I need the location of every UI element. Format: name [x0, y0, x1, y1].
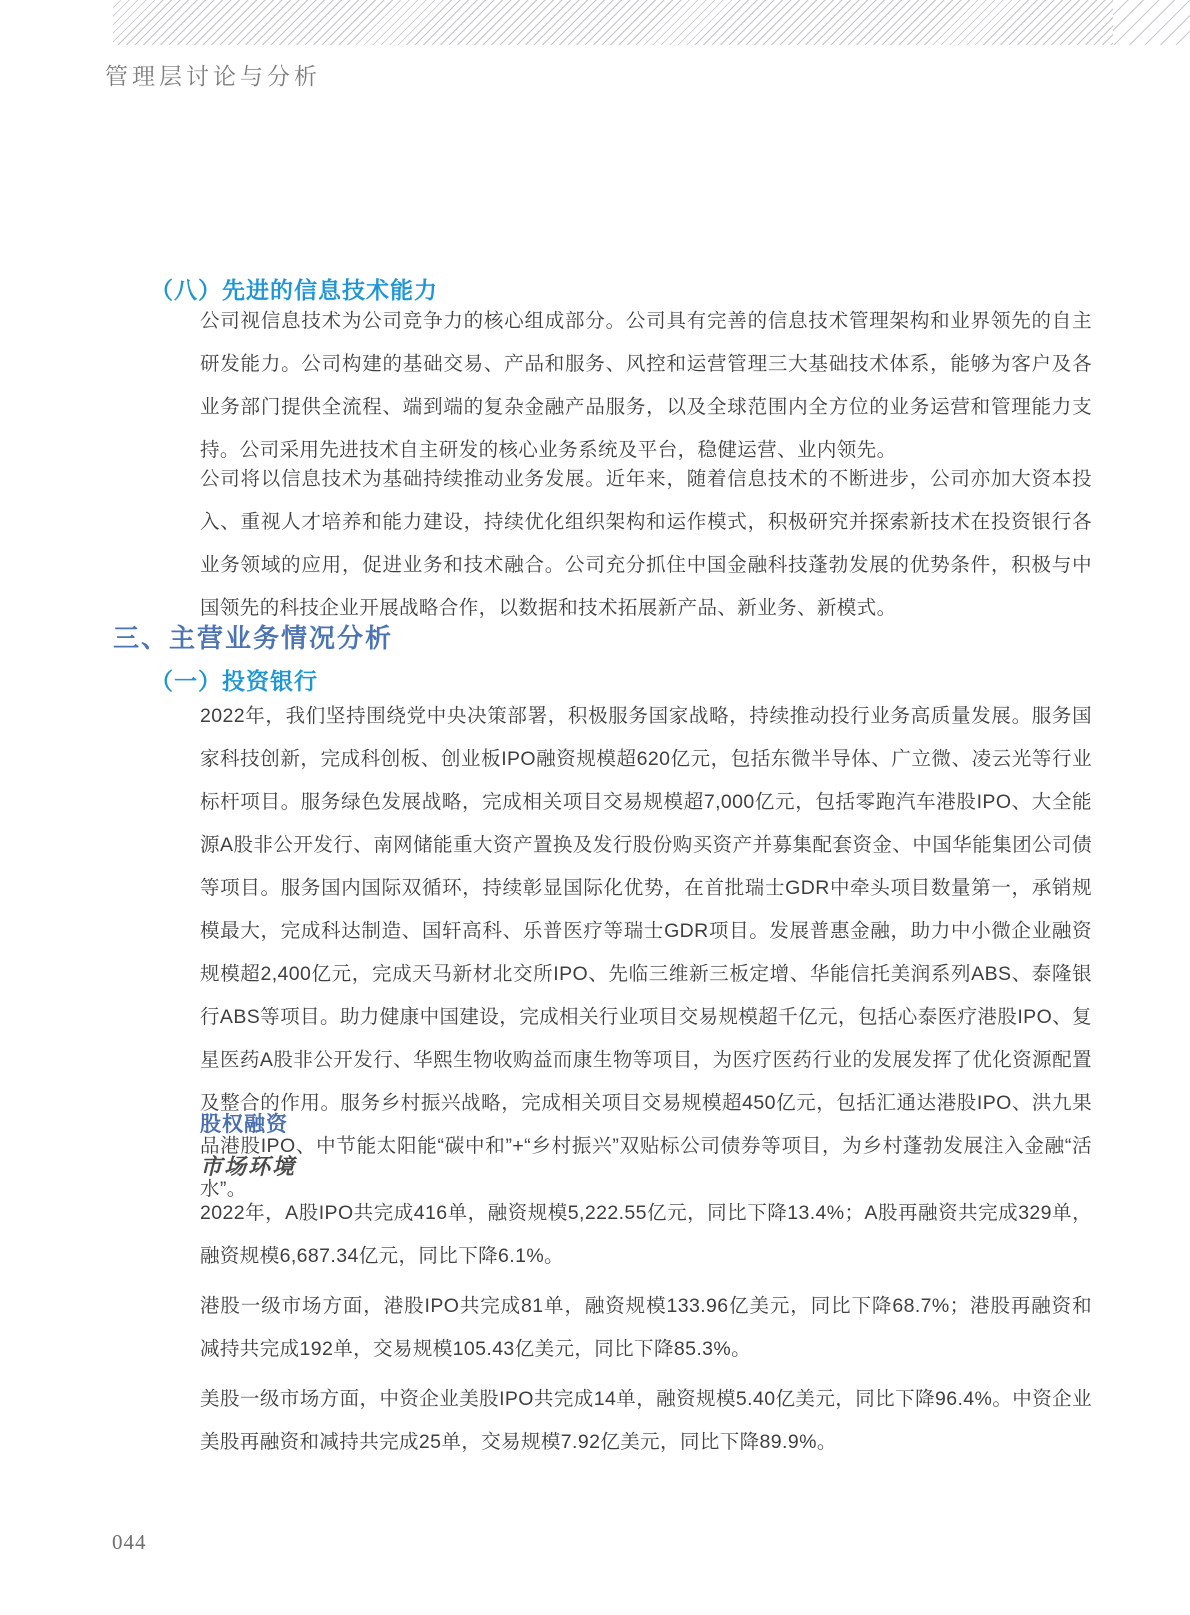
- section-it-heading: （八）先进的信息技术能力: [150, 277, 438, 303]
- running-header: 管理层讨论与分析: [105, 64, 321, 89]
- hatch-banner-dense: [113, 0, 1113, 45]
- section-it-paragraph-2: 公司将以信息技术为基础持续推动业务发展。近年来，随着信息技术的不断进步，公司亦加大资本投入、重视人才培养和能力建设，持续优化组织架构和运作模式，积极研究并探索新技术在投资银行各业务领域的应用，促进业务和技术融合。公司充分抓住中国金融科技蓬勃发展的优势条件，积极与中国领先的科技企业开展战略合作，以数据和技术拓展新产品、新业务、新模式。: [200, 468, 1092, 619]
- section-it-paragraph-1: 公司视信息技术为公司竞争力的核心组成部分。公司具有完善的信息技术管理架构和业界领先的自主研发能力。公司构建的基础交易、产品和服务、风控和运营管理三大基础技术体系，能够为客户及各业务部门提供全流程、端到端的复杂金融产品服务，以及全球范围内全方位的业务运营和管理能力支持。公司采用先进技术自主研发的核心业务系统及平台，稳健运营、业内领先。: [200, 310, 1092, 461]
- investment-banking-paragraph: 2022年，我们坚持围绕党中央决策部署，积极服务国家战略，持续推动投行业务高质量发展。服务国家科技创新，完成科创板、创业板IPO融资规模超620亿元，包括东微半导体、广立微、凌云光等行业标杆项目。服务绿色发展战略，完成相关项目交易规模超7,000亿元，包括零跑汽车港股IPO、大全能源A股非公开发行、南网储能重大资产置换及发行股份购买资产并募集配套资金、中国华能集团公司债等项目。服务国内国际双循环，持续彰显国际化优势，在首批瑞士GDR中牵头项目数量第一，承销规模最大，完成科达制造、国轩高科、乐普医疗等瑞士GDR项目。发展普惠金融，助力中小微企业融资规模超2,400亿元，完成天马新材北交所IPO、先临三维新三板定增、华能信托美润系列ABS、泰隆银行ABS等项目。助力健康中国建设，完成相关行业项目交易规模超千亿元，包括心泰医疗港股IPO、复星医药A股非公开发行、华熙生物收购益而康生物等项目，为医疗医药行业的发展发挥了优化资源配置及整合的作用。服务乡村振兴战略，完成相关项目交易规模超450亿元，包括汇通达港股IPO、洪九果品港股IPO、中节能太阳能“碳中和”+“乡村振兴”双贴标公司债券等项目，为乡村蓬勃发展注入金融“活水”。: [200, 705, 1092, 1200]
- a-share-market-paragraph: 2022年，A股IPO共完成416单，融资规模5,222.55亿元，同比下降13.4%；A股再融资共完成329单，融资规模6,687.34亿元，同比下降6.1%。: [200, 1202, 1092, 1267]
- page-number: 044: [112, 1530, 147, 1554]
- investment-banking-heading: （一）投资银行: [150, 668, 318, 694]
- us-market-paragraph: 美股一级市场方面，中资企业美股IPO共完成14单，融资规模5.40亿美元，同比下降96.4%。中资企业美股再融资和减持共完成25单，交易规模7.92亿美元，同比下降89.9%。: [200, 1388, 1092, 1453]
- main-business-heading: 三、主营业务情况分析: [113, 623, 394, 653]
- hatch-banner-sparse: [1113, 0, 1190, 45]
- hk-market-paragraph: 港股一级市场方面，港股IPO共完成81单，融资规模133.96亿美元，同比下降68.7%；港股再融资和减持共完成192单，交易规模105.43亿美元，同比下降85.3%。: [200, 1295, 1092, 1360]
- market-environment-heading: 市场环境: [200, 1154, 297, 1179]
- equity-financing-heading: 股权融资: [200, 1113, 288, 1136]
